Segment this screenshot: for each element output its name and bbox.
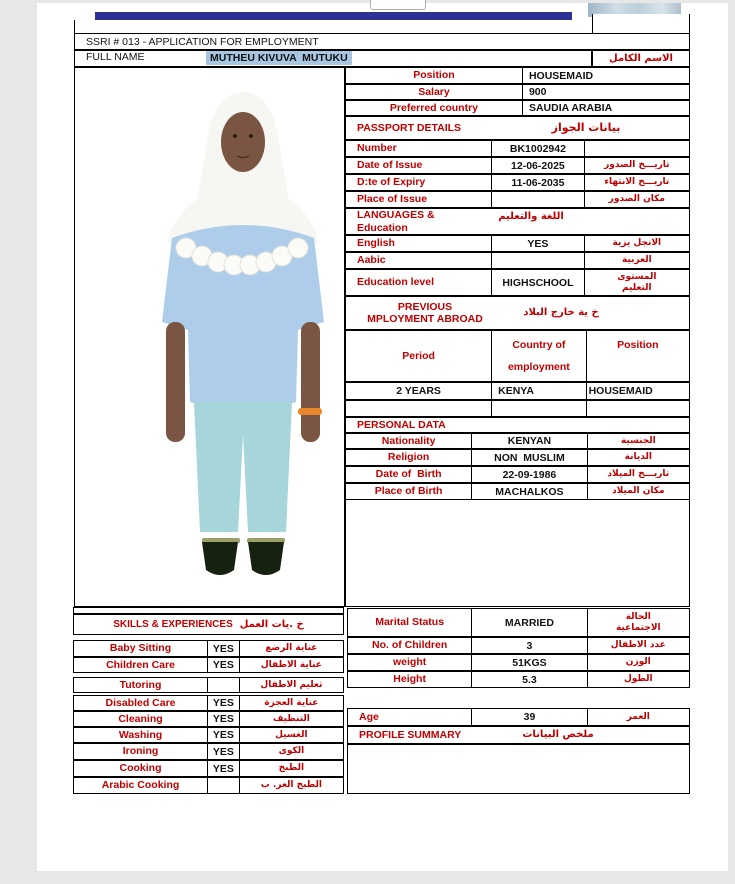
arabic-cooking-label: Arabic Cooking: [101, 779, 180, 792]
children-care-label: Children Care: [106, 658, 175, 671]
marital-status-ar-line1: الحالة: [625, 611, 651, 622]
date-of-expiry-label: D:te of Expiry: [357, 176, 426, 189]
disabled-care-value: YES: [212, 697, 234, 709]
age-value: 39: [523, 711, 536, 723]
date-of-birth-ar: تاريـــخ الميلاد: [607, 469, 670, 480]
arabic-language-ar: العربية: [622, 255, 652, 266]
skills-header-en: SKILLS & EXPERIENCES: [113, 618, 233, 630]
ironing-label: Ironing: [122, 745, 159, 758]
place-of-birth-ar: مكان الميلاد: [611, 486, 665, 497]
employment-header-row: [345, 296, 690, 330]
disabled-care-ar: عناية العجزة: [264, 697, 319, 708]
employment-col-country-line2: employment: [507, 360, 570, 373]
passport-number-label: Number: [357, 142, 397, 155]
row-nationality: [345, 433, 690, 449]
row-education-level: [345, 269, 690, 296]
ironing-value: YES: [212, 745, 234, 758]
row-salary: [345, 84, 690, 100]
arabic-language-label: Aabic: [357, 254, 386, 267]
profile-summary-box: [347, 744, 690, 794]
profile-summary-row: [347, 726, 690, 744]
row-tutoring: [73, 677, 344, 693]
height-ar: الطول: [623, 674, 653, 685]
row-place-of-birth: [345, 483, 690, 500]
table-border-stub-left: [74, 20, 75, 33]
children-count-ar: عدد الاطفال: [610, 640, 666, 651]
photo-cell: [74, 67, 345, 607]
washing-value: YES: [212, 729, 234, 741]
employment-header-ar: خ ية خارج البلاد: [523, 307, 599, 318]
passport-header-ar: بيانات الجواز: [551, 121, 621, 135]
row-date-of-issue: [345, 157, 690, 174]
row-arabic-language: [345, 252, 690, 269]
row-weight: [347, 654, 690, 671]
place-of-issue-ar: مكان الصدور: [608, 194, 665, 205]
row-children-care: [73, 657, 344, 673]
table-top-partial-cell: [592, 14, 690, 33]
marital-status-value: MARRIED: [504, 616, 554, 629]
passport-header-en: PASSPORT DETAILS: [357, 122, 462, 134]
row-age: [347, 708, 690, 726]
baby-sitting-value: YES: [212, 642, 234, 655]
date-of-issue-label: Date of Issue: [357, 159, 423, 172]
row-baby-sitting: [73, 640, 344, 657]
position-value: HOUSEMAID: [528, 69, 594, 82]
passport-number-value: BK1002942: [509, 142, 566, 155]
skills-spacer-row: [73, 607, 344, 614]
employment-col-period: Period: [402, 349, 435, 362]
profile-summary-ar: ملخص البيانات: [522, 729, 594, 740]
religion-ar: الديانة: [624, 452, 652, 463]
marital-status-label: Marital Status: [375, 616, 445, 629]
row-ironing: [73, 743, 344, 760]
row-marital-status: [347, 608, 690, 637]
row-religion: [345, 449, 690, 466]
cleaning-value: YES: [212, 713, 234, 725]
row-date-of-expiry: [345, 174, 690, 191]
preferred-country-label: Preferred country: [389, 101, 479, 114]
weight-value: 51KGS: [512, 656, 547, 669]
education-level-ar-line1: المستوى: [617, 271, 657, 282]
personal-data-header-row: [345, 417, 690, 433]
full-name-row: [74, 50, 592, 67]
personal-data-header: PERSONAL DATA: [357, 418, 446, 431]
row-date-of-birth: [345, 466, 690, 483]
height-label: Height: [393, 673, 426, 686]
form-title-row: [74, 33, 690, 50]
date-of-issue-ar: تاريـــخ الصدور: [604, 160, 670, 171]
row-washing: [73, 727, 344, 743]
row-disabled-care: [73, 695, 344, 711]
arabic-cooking-ar: الطبخ العر. ب: [260, 780, 323, 791]
row-cooking: [73, 760, 344, 777]
position-label: Position: [413, 69, 455, 82]
languages-header-line2: Education: [357, 221, 408, 234]
baby-sitting-label: Baby Sitting: [109, 642, 172, 655]
full-name-label-ar: الاسم الكامل: [609, 52, 673, 64]
education-level-value: HIGHSCHOOL: [502, 276, 574, 289]
education-level-label: Education level: [357, 276, 435, 289]
full-name-arabic-cell: [592, 50, 690, 67]
children-care-value: YES: [212, 659, 234, 671]
employment-columns-row: [345, 330, 690, 382]
religion-label: Religion: [387, 451, 430, 464]
cooking-ar: الطبخ: [278, 763, 305, 774]
baby-sitting-ar: عناية الرضع: [265, 643, 318, 654]
languages-header-ar: اللغة والتعليم: [498, 210, 564, 222]
skills-header-row: [73, 614, 344, 635]
partial-toolbar-button[interactable]: [370, 0, 426, 10]
row-passport-number: [345, 140, 690, 157]
tutoring-label: Tutoring: [119, 678, 162, 691]
full-name-value: MUTHEU KIVUVA MUTUKU: [206, 51, 352, 65]
row-children-count: [347, 637, 690, 654]
place-of-issue-label: Place of Issue: [357, 193, 428, 206]
salary-label: Salary: [418, 85, 450, 98]
cooking-label: Cooking: [119, 762, 162, 775]
employment-header-line1: PREVIOUS: [397, 300, 453, 313]
date-of-expiry-ar: تاريـــخ الانتهاء: [604, 177, 670, 188]
full-name-label: FULL NAME: [86, 51, 145, 63]
date-of-birth-value: 22-09-1986: [502, 468, 557, 481]
languages-header-line1: LANGUAGES &: [357, 209, 435, 222]
employment-position-value: HOUSEMAID: [588, 385, 653, 397]
row-position: [345, 67, 690, 84]
washing-ar: الغسيل: [275, 729, 308, 740]
employment-period-value: 2 YEARS: [396, 385, 441, 397]
employment-country-value: KENYA: [498, 385, 534, 397]
employment-header-line2: MPLOYMENT ABROAD: [367, 313, 483, 325]
washing-label: Washing: [118, 728, 163, 741]
religion-value: NON MUSLIM: [494, 451, 565, 464]
employment-col-country-line1: Country of: [512, 339, 566, 352]
preferred-country-value: SAUDIA ARABIA: [528, 102, 613, 114]
place-of-birth-value: MACHALKOS: [495, 485, 564, 498]
english-ar: الانجل يزية: [612, 238, 662, 249]
row-cleaning: [73, 711, 344, 727]
children-count-label: No. of Children: [372, 639, 448, 652]
row-arabic-cooking: [73, 777, 344, 794]
passport-header-row: [345, 116, 690, 140]
right-column-empty-cell: [345, 500, 690, 607]
date-of-expiry-value: 11-06-2035: [511, 176, 565, 189]
children-care-ar: عناية الاطفال: [260, 659, 322, 670]
nationality-ar: الجنسية: [620, 435, 656, 446]
profile-summary-en: PROFILE SUMMARY: [359, 728, 462, 741]
row-english: [345, 235, 690, 252]
nationality-label: Nationality: [381, 434, 436, 447]
row-height: [347, 671, 690, 688]
height-value: 5.3: [522, 673, 537, 686]
weight-ar: الوزن: [625, 657, 651, 668]
date-of-birth-label: Date of Birth: [375, 468, 442, 481]
employment-empty-row: [345, 400, 690, 417]
employment-col-position: Position: [617, 339, 659, 351]
languages-header-row: [345, 208, 690, 235]
cleaning-ar: التنظيف: [272, 713, 310, 724]
english-value: YES: [527, 237, 549, 250]
form-title: SSRI # 013 - APPLICATION FOR EMPLOYMENT: [86, 35, 319, 48]
cooking-value: YES: [212, 762, 234, 775]
salary-value: 900: [528, 86, 547, 98]
age-label: Age: [359, 710, 379, 723]
tutoring-ar: تعليم الاطفال: [260, 679, 323, 690]
row-preferred-country: [345, 100, 690, 116]
marital-status-ar-line2: الاجتماعية: [615, 622, 661, 633]
date-of-issue-value: 12-06-2025: [511, 159, 565, 172]
letterhead-navy-bar: [95, 12, 572, 20]
age-ar: العمر: [626, 711, 650, 722]
employment-values-row: [345, 382, 690, 400]
ironing-ar: الكوى: [278, 746, 305, 757]
weight-label: weight: [393, 656, 427, 669]
applicant-photo: [144, 70, 342, 604]
children-count-value: 3: [526, 639, 533, 652]
education-level-ar-line2: التعليم: [622, 282, 652, 293]
skills-header-ar: خ .يات العمل: [239, 618, 304, 630]
english-label: English: [357, 237, 395, 250]
place-of-birth-label: Place of Birth: [374, 485, 443, 498]
cleaning-label: Cleaning: [118, 712, 163, 725]
nationality-value: KENYAN: [507, 435, 552, 447]
disabled-care-label: Disabled Care: [105, 696, 176, 709]
row-place-of-issue: [345, 191, 690, 208]
